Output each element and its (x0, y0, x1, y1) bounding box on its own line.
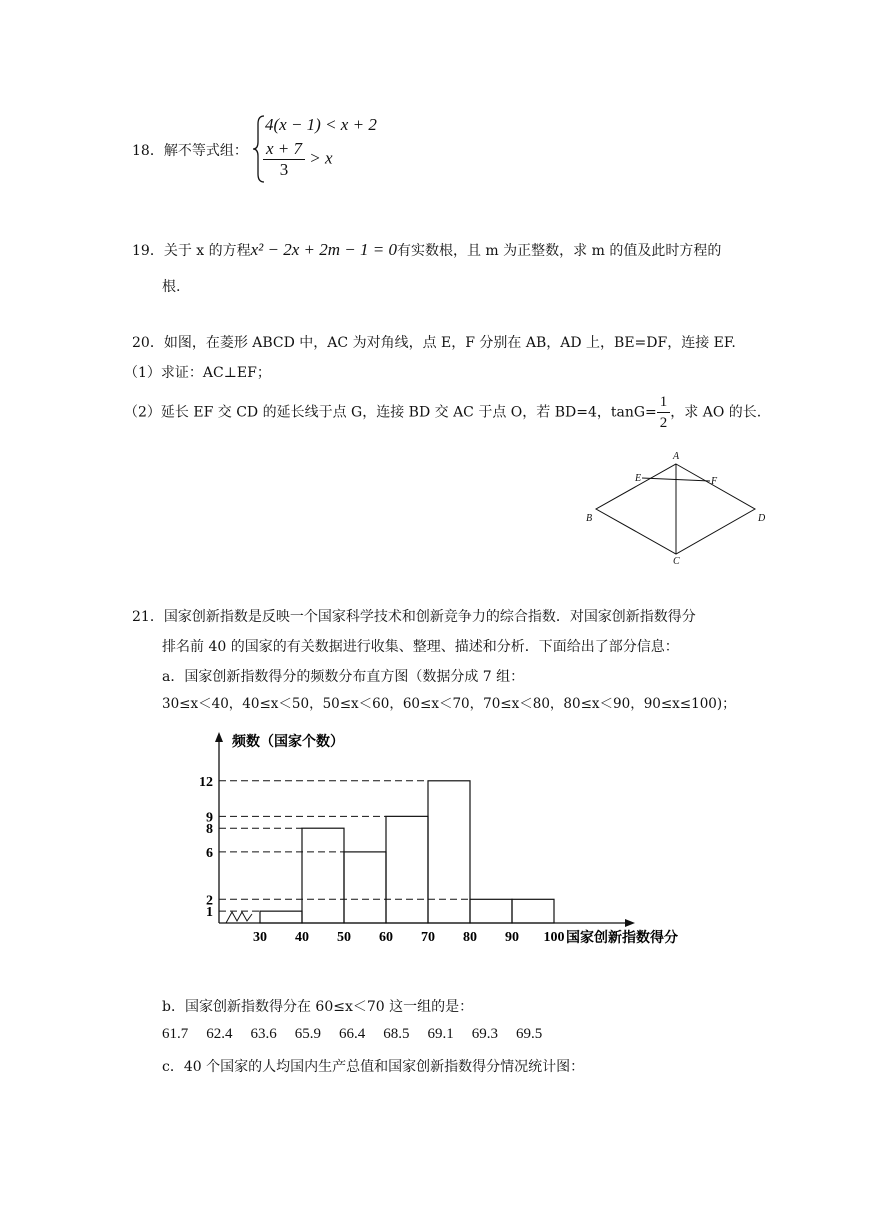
label-c: C (673, 556, 680, 567)
b-value: 61.7 (162, 1026, 189, 1042)
b-value: 69.1 (427, 1026, 454, 1042)
q20-part1: （1）求证：AC⊥EF； (124, 365, 271, 381)
histogram-bar (470, 899, 512, 923)
x-axis-label: 国家创新指数得分 (566, 931, 678, 946)
x-tick-label: 30 (253, 930, 267, 945)
b-value: 62.4 (206, 1026, 233, 1042)
histogram-bar (512, 899, 554, 923)
label-e: E (635, 473, 642, 484)
histogram-bar (428, 781, 470, 923)
rhombus-figure (580, 448, 780, 570)
x-axis-arrow (625, 919, 635, 927)
histogram-chart (190, 726, 710, 946)
b-value: 69.3 (471, 1026, 498, 1042)
q21-line1: 21．国家创新指数是反映一个国家科学技术和创新竞争力的综合指数．对国家创新指数得分 (132, 609, 696, 625)
y-tick-label: 1 (206, 905, 213, 921)
q21-b-title: b．国家创新指数得分在 60≤x＜70 这一组的是： (162, 999, 474, 1015)
q20-part2-a: （2）延长 EF 交 CD 的延长线于点 G，连接 BD 交 AC 于点 O，若 BD=4，tanG= (124, 404, 657, 421)
b-value: 65.9 (294, 1026, 321, 1042)
label-a: A (673, 451, 680, 462)
q19-equation: x² − 2x + 2m − 1 = 0 (250, 240, 397, 259)
b-value: 66.4 (339, 1026, 366, 1042)
q20-part2 (124, 392, 761, 433)
histogram-bar (344, 852, 386, 923)
q18-inequality-2 (263, 139, 333, 180)
q21-a-ranges: 30≤x＜40，40≤x＜50，50≤x＜60，60≤x＜70，70≤x＜80，80≤x＜90，90≤x≤100)； (162, 696, 736, 712)
y-tick-labels (199, 775, 213, 920)
x-tick-labels (253, 930, 565, 945)
q18-ineq2-tail: > x (309, 148, 333, 168)
y-tick-label: 12 (199, 774, 213, 790)
q19-line2: 根. (162, 279, 181, 295)
histogram-bar (302, 828, 344, 923)
y-tick-label: 9 (206, 810, 213, 826)
q18-frac-num: x + 7 (263, 139, 305, 160)
b-value: 69.5 (516, 1026, 543, 1042)
histogram-bar (260, 911, 302, 923)
chart-axes (215, 732, 635, 927)
q21-line2: 排名前 40 的国家的有关数据进行收集、整理、描述和分析．下面给出了部分信息： (162, 639, 679, 655)
y-axis-arrow (215, 732, 223, 742)
q19-line1 (132, 240, 721, 260)
y-tick-label: 6 (206, 845, 213, 861)
histogram-bar (386, 816, 428, 923)
x-tick-label: 80 (463, 930, 477, 945)
axis-break-icon (226, 912, 252, 923)
q19-prefix: 19．关于 x 的方程 (132, 243, 251, 259)
x-tick-label: 60 (379, 930, 393, 945)
b-value: 63.6 (250, 1026, 277, 1042)
y-tick-label: 2 (206, 893, 213, 909)
q20-tan-num: 1 (657, 392, 671, 413)
y-tick-label: 8 (206, 822, 213, 838)
x-tick-label: 70 (421, 930, 435, 945)
q21-a-title: a．国家创新指数得分的频数分布直方图（数据分成 7 组： (162, 669, 525, 685)
label-b: B (586, 513, 593, 524)
q21-c-title: c．40 个国家的人均国内生产总值和国家创新指数得分情况统计图： (162, 1059, 585, 1075)
label-f: F (711, 476, 718, 487)
x-tick-label: 40 (295, 930, 309, 945)
b-value: 68.5 (383, 1026, 410, 1042)
q18-label: 18．解不等式组： (132, 143, 248, 159)
x-tick-label: 90 (505, 930, 519, 945)
q21-b-values (162, 1026, 542, 1043)
x-tick-label: 50 (337, 930, 351, 945)
q20-intro: 20．如图，在菱形 ABCD 中，AC 为对角线，点 E，F 分别在 AB，AD 上，BE=DF，连接 EF. (132, 335, 736, 351)
q20-tan-den: 2 (659, 415, 668, 431)
q20-part2-b: ，求 AO 的长. (670, 404, 762, 421)
x-tick-label: 100 (543, 930, 565, 945)
q19-suffix: 有实数根，且 m 为正整数，求 m 的值及此时方程的 (396, 243, 722, 259)
chart-bars (260, 781, 554, 923)
y-axis-label: 频数（国家个数） (232, 735, 344, 750)
q18-frac-den: 3 (279, 160, 289, 179)
label-d: D (758, 513, 766, 524)
q18-inequality-1: 4(x − 1) < x + 2 (265, 115, 377, 134)
